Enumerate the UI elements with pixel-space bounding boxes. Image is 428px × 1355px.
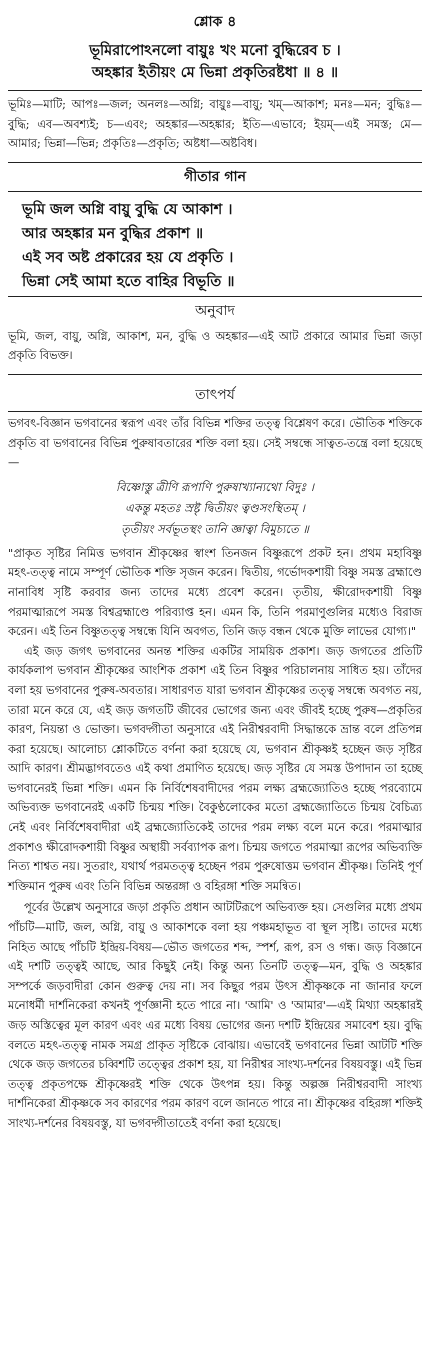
divider bbox=[8, 411, 422, 412]
sloka-verse bbox=[8, 40, 422, 84]
quote-line: বিষ্ণোস্তু ত্রীণি রূপাণি পুরুষাখ্যান্যথো বিদুঃ । bbox=[115, 479, 315, 494]
quote-line: একন্তু মহতঃ স্রষ্টৃ দ্বিতীয়ং ত্বণ্ডসংস্থিতম্ । bbox=[125, 500, 305, 515]
song-lines bbox=[8, 198, 422, 294]
sloka-line-1: ভূমিরাপোঽনলো বায়ুঃ খং মনো বুদ্ধিরেব চ । bbox=[89, 42, 341, 59]
purport-paragraph-3: এই জড় জগৎ ভগবানের অনন্ত শক্তির একটির সাময়িক প্রকাশ। জড় জগতের প্রতিটি কার্যকলাপ ভগবান শ্রীকৃষ্ণের আংশিক প্রকাশ এই তিন বিষ্ণুর পরিচালনায় সাধিত হয়। তাঁদের বলা হয় ভগবানের পুরুষ-অবতার। সাধারণত যারা ভগবান শ্রীকৃষ্ণের তত্ত্ব সম্বন্ধে অবগত নয়, তারা মনে করে যে, এই জড় জগতটি জীবের ভোগের জন্য এবং জীবই হচ্ছে পুরুষ—প্রকৃতির কারণ, নিয়ন্তা ও ভোক্তা। ভগবদ্গীতা অনুসারে এই নিরীশ্বরবাদী সিদ্ধান্তকে ভ্রান্ত বলে প্রতিপন্ন করা হয়েছে। আলোচ্য শ্লোকটিতে বর্ণনা করা হয়েছে যে, ভগবান শ্রীকৃষ্ণই হচ্ছেন জড় সৃষ্টির আদি কারণ। শ্রীমদ্ভাগবতেও এই কথা প্রমাণিত হয়েছে। জড় সৃষ্টির যে সমস্ত উপাদান তা হচ্ছে ভগবানেরই ভিন্না শক্তি। এমন কি নির্বিশেষবাদীদের পরম লক্ষ্য ব্রহ্মজ্যোতিও হচ্ছে পরব্যোমে অভিব্যক্ত ভগবানেরই একটি চিন্ময় শক্তি। বৈকুণ্ঠলোকের মতো ব্রহ্মজ্যোতিতে চিন্ময় বৈচিত্র্য নেই এবং নির্বিশেষবাদীরা এই ব্রহ্মজ্যোতিকেই তাদের পরম লক্ষ্য বলে মনে করে। পরমাত্মার প্রকাশও ক্ষীরোদকশায়ী বিষ্ণুর অস্থায়ী সর্বব্যাপক রূপ। চিন্ময় জগতে পরমাত্মা রূপের অভিব্যক্তি নিত্য শাশ্বত নয়। সুতরাং, যথার্থ পরমতত্ত্ব হচ্ছেন পরম পুরুষোত্তম ভগবান শ্রীকৃষ্ণ। তিনিই পূর্ণ শক্তিমান পুরুষ এবং তিনি বিভিন্ন অন্তরঙ্গা ও বহিরঙ্গা শক্তি সমন্বিত। bbox=[8, 644, 422, 893]
purport-paragraph-4: পূর্বের উল্লেখ অনুসারে জড়া প্রকৃতি প্রধান আটটিরূপে অভিব্যক্ত হয়। সেগুলির মধ্যে প্রথম পাঁচটি—মাটি, জল, অগ্নি, বায়ু ও আকাশকে বলা হয় পঞ্চমহাভূত বা স্থূল সৃষ্টি। তাদের মধ্যে নিহিত আছে পাঁচটি ইন্দ্রিয়-বিষয়—ভৌত জগতের শব্দ, স্পর্শ, রূপ, রস ও গন্ধ। জড় বিজ্ঞানে এই দশটি তত্ত্বই আছে, আর কিছুই নেই। কিন্তু অন্য তিনটি তত্ত্ব—মন, বুদ্ধি ও অহঙ্কার সম্পর্কে জড়বাদীরা কোন গুরুত্ব দেয় না। সব কিছুর পরম উৎস শ্রীকৃষ্ণকে না জানার ফলে মনোধর্মী দার্শনিকেরা কখনই পূর্ণজ্ঞানী হতে পারে না। 'আমি' ও 'আমার'—এই মিথ্যা অহঙ্কারই জড় অস্তিত্বের মূল কারণ এবং এর মধ্যে বিষয় ভোগের জন্য দশটি ইন্দ্রিয়ের সমাবেশ হয়। বুদ্ধি বলতে মহৎ-তত্ত্ব নামক সমগ্র প্রাকৃত সৃষ্টিকে বোঝায়। এভাবেই ভগবানের ভিন্না আটটি শক্তি থেকে জড় জগতের চব্বিশটি তত্ত্বের প্রকাশ হয়, যা নিরীশ্বর সাংখ্য-দর্শনের বিষয়বস্তু। এই ভিন্ন তত্ত্ব প্রকৃতপক্ষে শ্রীকৃষ্ণেরই শক্তি থেকে উৎপন্ন হয়। কিন্তু অল্পজ্ঞ নিরীশ্বরবাদী সাংখ্য দার্শনিকেরা শ্রীকৃষ্ণকে সব কারণের পরম কারণ বলে জানতে পারে না। শ্রীকৃষ্ণের বহিরঙ্গা শক্তিই সাংখ্য-দর্শনের বিষয়বস্তু, যা ভগবদ্গীতাতেই বর্ণনা করা হয়েছে। bbox=[8, 901, 422, 1130]
song-title-bar bbox=[8, 162, 422, 192]
sloka-line-2: অহঙ্কার ইতীয়ং মে ভিন্না প্রকৃতিরষ্টধা ॥ ৪ ॥ bbox=[91, 64, 339, 81]
divider bbox=[8, 296, 422, 297]
sloka-number: শ্লোক ৪ bbox=[193, 14, 237, 30]
purport-paragraph-2: "প্রাকৃত সৃষ্টির নিমিত্ত ভগবান শ্রীকৃষ্ণের স্বাংশ তিনজন বিষ্ণুরূপে প্রকট হন। প্রথম মহাবিষ্ণু মহৎ-তত্ত্ব নামে সম্পূর্ণ ভৌতিক শক্তি সৃজন করেন। দ্বিতীয়, গর্ভোদকশায়ী বিষ্ণু সমস্ত ব্রহ্মাণ্ডে নানাবিধ সৃষ্টি করবার জন্য তাদের মধ্যে প্রবেশ করেন। তৃতীয়, ক্ষীরোদকশায়ী বিষ্ণু পরমাত্মারূপে সমস্ত বিশ্বব্রহ্মাণ্ডে পরিব্যাপ্ত হন। এমন কি, তিনি পরমাণুগুলির মধ্যেও বিরাজ করেন। এই তিন বিষ্ণুতত্ত্ব সম্বন্ধে যিনি অবগত, তিনি জড় বন্ধন থেকে মুক্তি লাভের যোগ্য।" bbox=[8, 546, 422, 639]
quote-line: তৃতীয়ং সর্বভূতস্থং তানি জ্ঞাত্বা বিমুচ্যতে ॥ bbox=[121, 521, 309, 536]
synonyms-text: ভূমিঃ—মাটি; আপঃ—জল; অনলঃ—অগ্নি; বায়ুঃ—বায়ু; খম্—আকাশ; মনঃ—মন; বুদ্ধিঃ—বুদ্ধি; এব—অবশ্যই; চ—এবং; অহঙ্কার—অহঙ্কার; ইতি—এভাবে; ইয়ম্—এই সমস্ত; মে—আমার; ভিন্না—ভিন্ন; প্রকৃতিঃ—প্রকৃতি; অষ্টধা—অষ্টবিধ। bbox=[8, 98, 422, 151]
translation-text: ভূমি, জল, বায়ু, অগ্নি, আকাশ, মন, বুদ্ধি ও অহঙ্কার—এই আট প্রকারে আমার ভিন্না জড়া প্রকৃতি বিভক্ত। bbox=[8, 329, 422, 363]
purport-quote bbox=[8, 477, 422, 540]
purport-title: তাৎপর্য bbox=[195, 386, 235, 403]
song-line: ভূমি জল অগ্নি বায়ু বুদ্ধি যে আকাশ । bbox=[22, 200, 233, 218]
translation-title: অনুবাদ bbox=[195, 302, 235, 319]
purport-paragraph-1: ভগবৎ-বিজ্ঞান ভগবানের স্বরূপ এবং তাঁর বিভিন্ন শক্তির তত্ত্ব বিশ্লেষণ করে। ভৌতিক শক্তিকে প্রকৃতি বা ভগবানের বিভিন্ন পুরুষাবতারের শক্তি বলা হয়। সেই সম্বন্ধে সাত্বত-তন্ত্রে বলা হয়েছে— bbox=[8, 416, 422, 470]
song-line: এই সব অষ্ট প্রকারের হয় যে প্রকৃতি । bbox=[22, 248, 234, 266]
divider bbox=[8, 90, 422, 91]
divider bbox=[8, 374, 422, 375]
song-line: আর অহঙ্কার মন বুদ্ধির প্রকাশ ॥ bbox=[22, 224, 204, 242]
song-line: ভিন্না সেই আমা হতে বাহির বিভূতি ॥ bbox=[22, 272, 235, 290]
song-title: গীতার গান bbox=[184, 168, 246, 185]
